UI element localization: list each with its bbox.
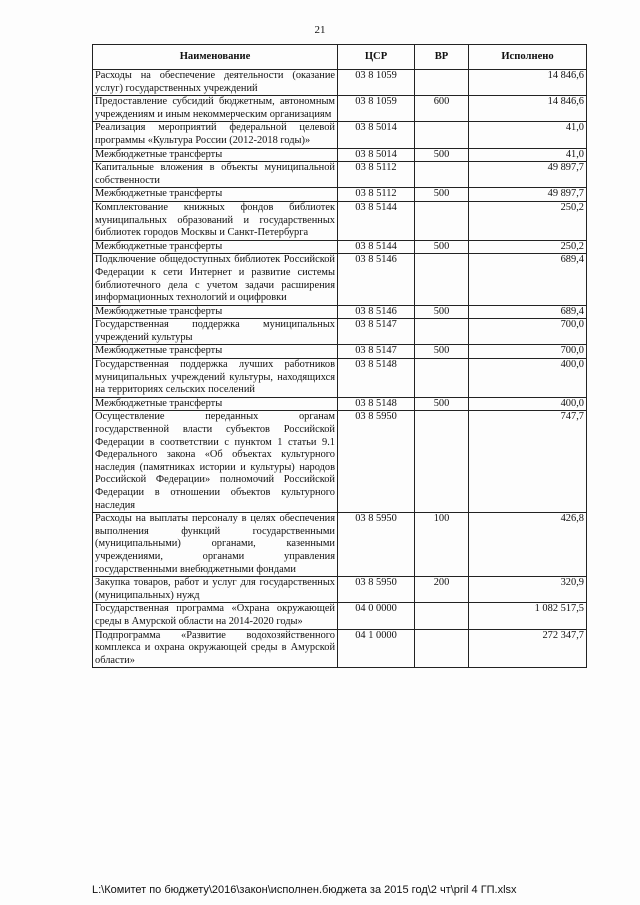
cell-vr: 500 — [415, 305, 469, 319]
table-header-row — [93, 45, 587, 70]
cell-amount: 689,4 — [469, 254, 587, 305]
cell-amount: 250,2 — [469, 240, 587, 254]
cell-amount: 41,0 — [469, 148, 587, 162]
cell-amount: 426,8 — [469, 513, 587, 577]
header-name: Наименование — [93, 45, 338, 70]
table-body — [93, 70, 587, 668]
table-row — [93, 96, 587, 122]
cell-name: Государственная поддержка лучших работников муниципальных учреждений культуры, находящихся на территориях сельских поселений — [93, 359, 338, 398]
cell-amount: 250,2 — [469, 201, 587, 240]
cell-csr: 03 8 1059 — [338, 96, 415, 122]
cell-name: Осуществление переданных органам государственной власти субъектов Российской Федерации в соответствии с пунктом 1 статьи 9.1 Федерального закона «Об объектах культурного наследия (памятниках истории и культуры) народов Российской Федерации» полномочий Российской Федерации в отношении объектов культурного наследия — [93, 411, 338, 513]
cell-csr: 03 8 5146 — [338, 254, 415, 305]
cell-vr: 100 — [415, 513, 469, 577]
cell-name: Закупка товаров, работ и услуг для государственных (муниципальных) нужд — [93, 577, 338, 603]
table-row — [93, 70, 587, 96]
cell-vr: 600 — [415, 96, 469, 122]
header-csr: ЦСР — [338, 45, 415, 70]
cell-amount: 700,0 — [469, 345, 587, 359]
cell-amount: 320,9 — [469, 577, 587, 603]
file-path-footer: L:\Комитет по бюджету\2016\закон\исполнен.бюджета за 2015 год\2 чт\pril 4 ГП.xlsx — [92, 884, 517, 896]
cell-name: Межбюджетные трансферты — [93, 345, 338, 359]
cell-csr: 03 8 5148 — [338, 359, 415, 398]
table-row — [93, 188, 587, 202]
cell-amount: 14 846,6 — [469, 96, 587, 122]
table-row — [93, 629, 587, 668]
cell-vr: 500 — [415, 397, 469, 411]
table-row — [93, 240, 587, 254]
cell-csr: 03 8 5144 — [338, 201, 415, 240]
cell-csr: 03 8 5950 — [338, 577, 415, 603]
cell-csr: 03 8 5014 — [338, 148, 415, 162]
table-row — [93, 513, 587, 577]
cell-vr — [415, 162, 469, 188]
table-row — [93, 254, 587, 305]
cell-name: Предоставление субсидий бюджетным, автономным учреждениям и иным некоммерческим организациям — [93, 96, 338, 122]
cell-name: Расходы на обеспечение деятельности (оказание услуг) государственных учреждений — [93, 70, 338, 96]
cell-name: Комплектование книжных фондов библиотек муниципальных образований и государственных библиотек городов Москвы и Санкт-Петербурга — [93, 201, 338, 240]
cell-vr — [415, 201, 469, 240]
cell-vr: 500 — [415, 345, 469, 359]
cell-amount: 272 347,7 — [469, 629, 587, 668]
cell-csr: 03 8 5112 — [338, 162, 415, 188]
cell-vr — [415, 70, 469, 96]
page-number: 21 — [314, 24, 326, 36]
cell-vr: 500 — [415, 148, 469, 162]
cell-vr: 500 — [415, 188, 469, 202]
cell-amount: 400,0 — [469, 359, 587, 398]
cell-vr — [415, 319, 469, 345]
cell-vr — [415, 359, 469, 398]
cell-amount: 49 897,7 — [469, 188, 587, 202]
budget-table — [92, 44, 587, 668]
cell-vr — [415, 629, 469, 668]
table-row — [93, 122, 587, 148]
table-row — [93, 345, 587, 359]
cell-amount: 700,0 — [469, 319, 587, 345]
header-vr: ВР — [415, 45, 469, 70]
cell-name: Межбюджетные трансферты — [93, 188, 338, 202]
cell-amount: 14 846,6 — [469, 70, 587, 96]
cell-name: Подпрограмма «Развитие водохозяйственного комплекса и охрана окружающей среды в Амурской области» — [93, 629, 338, 668]
table-row — [93, 201, 587, 240]
table-row — [93, 359, 587, 398]
table-row — [93, 397, 587, 411]
cell-amount: 1 082 517,5 — [469, 603, 587, 629]
cell-name: Подключение общедоступных библиотек Российской Федерации к сети Интернет и развитие системы библиотечного дела с учетом задачи расширения информационных технологий и оцифровки — [93, 254, 338, 305]
cell-csr: 03 8 5950 — [338, 513, 415, 577]
cell-name: Государственная поддержка муниципальных учреждений культуры — [93, 319, 338, 345]
cell-name: Межбюджетные трансферты — [93, 240, 338, 254]
table-row — [93, 577, 587, 603]
table-row — [93, 603, 587, 629]
cell-vr: 500 — [415, 240, 469, 254]
table-row — [93, 411, 587, 513]
cell-vr: 200 — [415, 577, 469, 603]
cell-amount: 400,0 — [469, 397, 587, 411]
cell-name: Государственная программа «Охрана окружающей среды в Амурской области на 2014-2020 годы» — [93, 603, 338, 629]
cell-name: Реализация мероприятий федеральной целевой программы «Культура России (2012-2018 годы)» — [93, 122, 338, 148]
cell-csr: 04 1 0000 — [338, 629, 415, 668]
cell-name: Межбюджетные трансферты — [93, 397, 338, 411]
header-amount: Исполнено — [469, 45, 587, 70]
cell-csr: 04 0 0000 — [338, 603, 415, 629]
cell-vr — [415, 411, 469, 513]
table-row — [93, 148, 587, 162]
cell-amount: 49 897,7 — [469, 162, 587, 188]
cell-amount: 689,4 — [469, 305, 587, 319]
cell-csr: 03 8 5144 — [338, 240, 415, 254]
cell-csr: 03 8 5112 — [338, 188, 415, 202]
cell-name: Межбюджетные трансферты — [93, 148, 338, 162]
table-row — [93, 305, 587, 319]
cell-csr: 03 8 5146 — [338, 305, 415, 319]
table-row — [93, 162, 587, 188]
cell-csr: 03 8 5147 — [338, 319, 415, 345]
cell-amount: 747,7 — [469, 411, 587, 513]
cell-vr — [415, 603, 469, 629]
table-row — [93, 319, 587, 345]
cell-name: Капитальные вложения в объекты муниципальной собственности — [93, 162, 338, 188]
cell-vr — [415, 122, 469, 148]
cell-amount: 41,0 — [469, 122, 587, 148]
cell-csr: 03 8 5148 — [338, 397, 415, 411]
cell-csr: 03 8 5950 — [338, 411, 415, 513]
cell-csr: 03 8 5014 — [338, 122, 415, 148]
cell-name: Межбюджетные трансферты — [93, 305, 338, 319]
cell-name: Расходы на выплаты персоналу в целях обеспечения выполнения функций государственными (муниципальными) органами, казенными учреждениями, органами управления государственными внебюджетными фондами — [93, 513, 338, 577]
cell-csr: 03 8 1059 — [338, 70, 415, 96]
cell-vr — [415, 254, 469, 305]
cell-csr: 03 8 5147 — [338, 345, 415, 359]
